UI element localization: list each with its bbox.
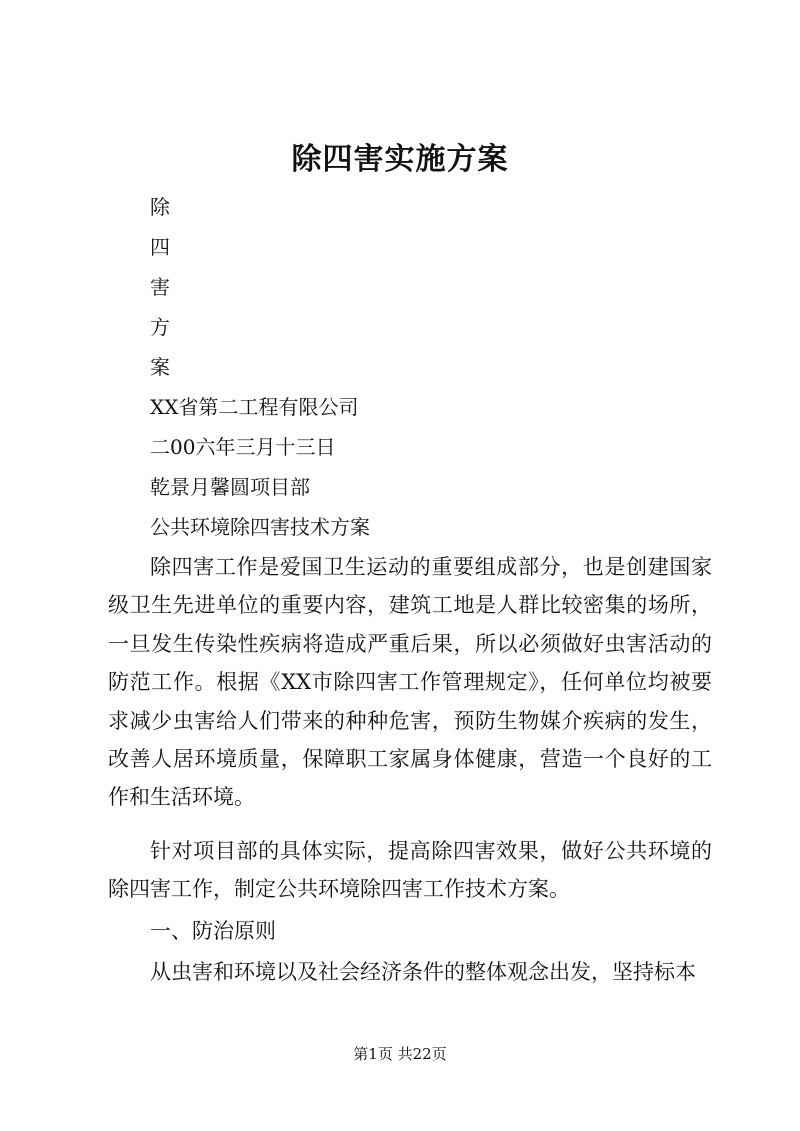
company-name: XX省第二工程有限公司 <box>150 395 359 419</box>
paragraph-purpose: 针对项目部的具体实际，提高除四害效果，做好公共环境的除四害工作，制定公共环境除四害工作技术方案。 <box>108 839 712 902</box>
paragraph-principle: 从虫害和环境以及社会经济条件的整体观念出发，坚持标本 <box>150 960 696 984</box>
cover-char-1: 除 <box>150 195 170 219</box>
plan-title: 公共环境除四害技术方案 <box>150 515 370 539</box>
cover-char-3: 害 <box>150 275 170 299</box>
document-date: 二00六年三月十三日 <box>150 435 336 459</box>
department-name: 乾景月馨圆项目部 <box>150 475 310 499</box>
paragraph-intro: 除四害工作是爱国卫生运动的重要组成部分，也是创建国家级卫生先进单位的重要内容，建筑工地是人群比较密集的场所，一旦发生传染性疾病将造成严重后果，所以必须做好虫害活动的防范工作。根据《XX市除四害工作管理规定》，任何单位均被要求减少虫害给人们带来的种种危害，预防生物媒介疾病的发生，改善人居环境质量，保障职工家属身体健康，营造一个良好的工作和生活环境。 <box>108 555 712 810</box>
cover-char-2: 四 <box>150 235 170 259</box>
cover-char-5: 案 <box>150 355 170 379</box>
section-heading: 一、防治原则 <box>150 919 276 943</box>
page-number: 第1页 共22页 <box>353 1045 447 1063</box>
cover-char-4: 方 <box>150 315 170 339</box>
document-title: 除四害实施方案 <box>291 142 509 177</box>
